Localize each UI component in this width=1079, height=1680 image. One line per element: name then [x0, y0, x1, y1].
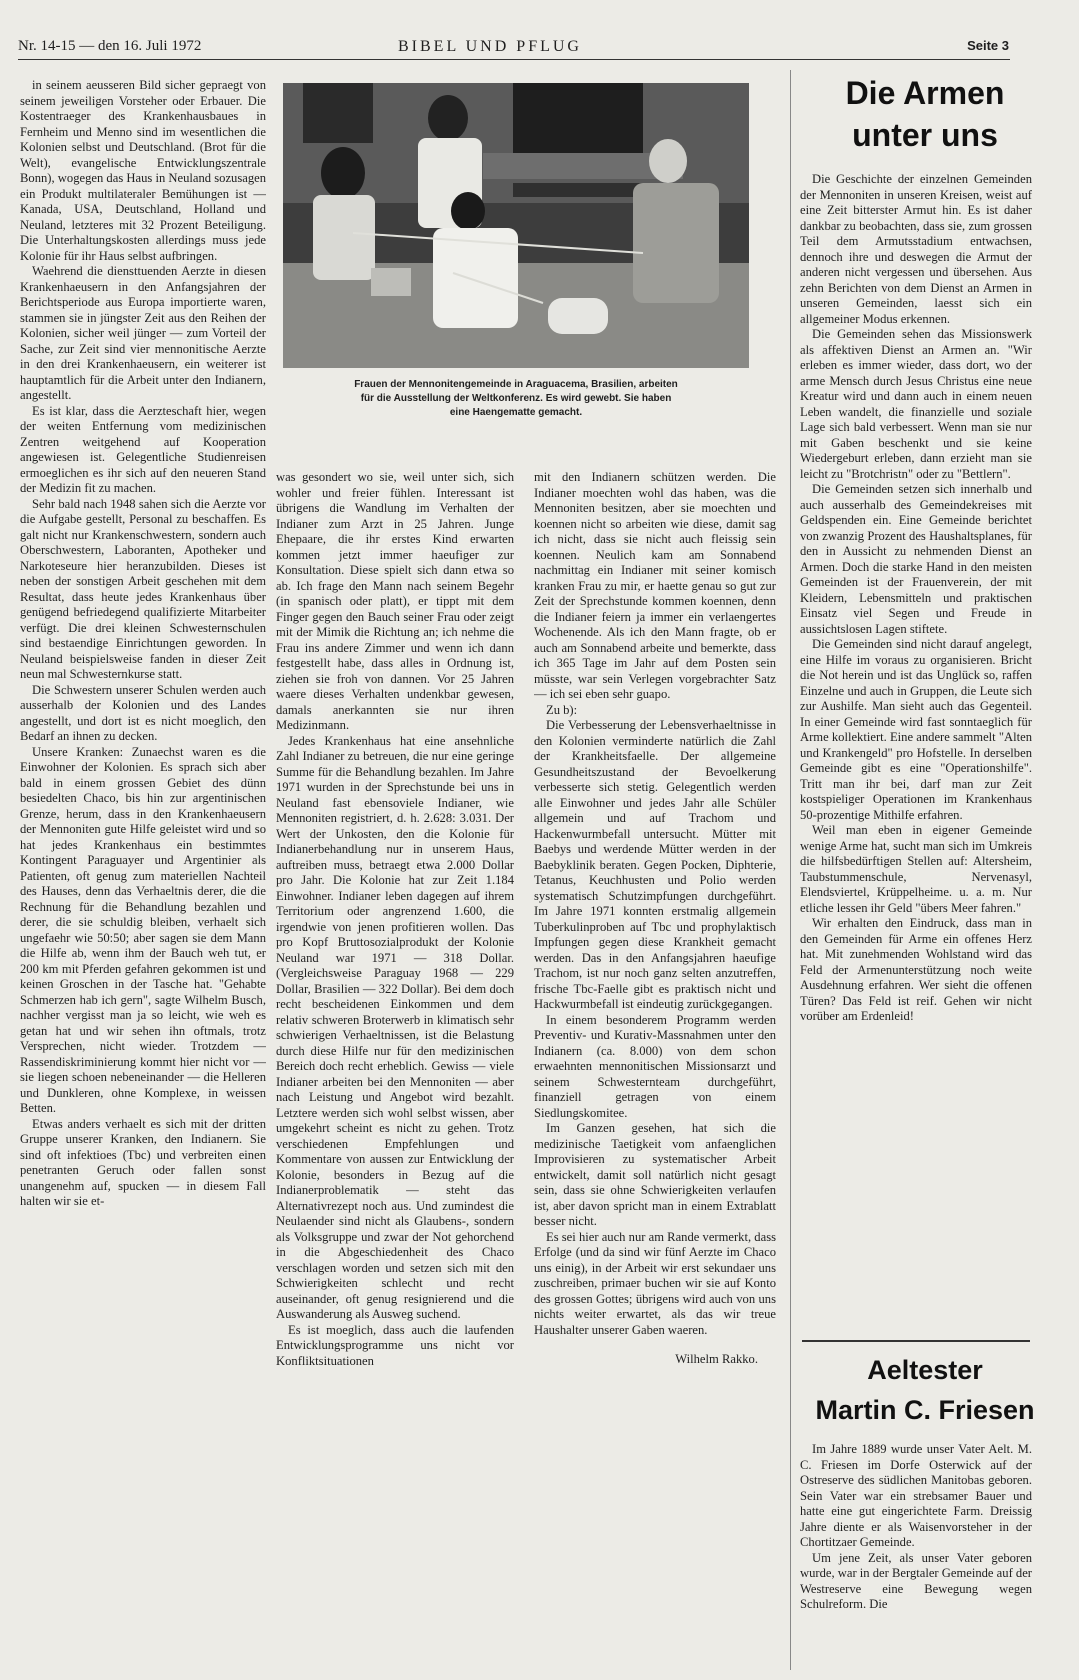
paragraph: Die Schwestern unserer Schulen werden auch ausserhalb der Kolonien und des Landes angestellt, und dort ist es nicht moeglich, den Bedarf an ihnen zu decken.	[20, 682, 266, 743]
article-die-armen	[800, 172, 1032, 1330]
paragraph: Die Gemeinden sind nicht darauf angelegt, eine Hilfe im voraus zu organisieren. Bricht die Not herein und ist das Unglück so, raffen Einzelne und auch in Gruppen, die Leute sich zur Aushilfe. Man sieht auch das Gegenteil. In einer Gemeinde wird fast sonntaeglich für Arme kollektiert. Eine andere sammelt "Alten und Krankengeld" pro Hofstelle. In derselben Gemeinde gibt es eine "Operationshilfe". Tritt man ihr bei, darf man zur Zeit kostspieliger Operationen im Krankenhaus 50-prozentige Mithilfe erfahren.	[800, 637, 1032, 822]
paragraph: In einem besonderem Programm werden Preventiv- und Kurativ-Massnahmen unter den Indianern (ca. 8.000) von dem schon erwaehnten mennonitischen Missionsarzt und seinem Schwesternteam durchgeführt, finanziell getragen von einem Siedlungskomitee.	[534, 1012, 776, 1120]
column-divider	[790, 70, 791, 1670]
paragraph: Die Gemeinden sehen das Missionswerk als affektiven Dienst an Armen an. "Wir erleben es immer wieder, dass dort, wo der arme Mensch durch Jesus Christus eine neue Kreatur wird und dann auch in einem neuen Leben wandelt, die finanzielle und soziale Lage sich bald verbessert. Wenn man sie nur mit Gaben beschenkt und sie keine Wiedergeburt erleben, dann erzieht man sie leicht zu "Brotchristn" oder zu "Bettlern".	[800, 327, 1032, 481]
paragraph: mit den Indianern schützen werden. Die Indianer moechten wohl das haben, was die Mennoniten besitzen, aber sie moechten und koennen nicht so arbeiten wie diese, damit sag ich nicht, dass sie nicht auch fleissig sein koennen. Neulich kam am Sonnabend nachmittag ein Indianer mit seiner komisch kranken Frau zu mir, er haette genau so gut zur Zeit der Sprechstunde kommen koennen, denn die Indianer feiern ja immer ein verlaengertes Wochenende. Als ich den Mann fragte, ob er auch am Sonnabend arbeite und bemerkte, dass ich 365 Tage im Jahr auf dem Posten sein müsste, war sein Verlegen vorgebrachter Satz — ich sei eben sehr guapo.	[534, 470, 776, 701]
paragraph: Es ist moeglich, dass auch die laufenden Entwicklungsprogramme uns nicht vor Konfliktsituationen	[276, 1322, 514, 1368]
article-column-2	[276, 470, 514, 1674]
paragraph: Sehr bald nach 1948 sahen sich die Aerzte vor die Aufgabe gestellt, Personal zu beschaffen. Es galt nicht nur Krankenschwestern, sondern auch Oberschwestern, Laboranten, Apotheker und Narkoteseure hier heranzubilden. Dieses ist neben der sonstigen Arbeit geschehen mit dem Resultat, dass heute jedes Krankenhaus über genügend befriedegend qualifizierte Mitarbeiter verfügt. Die drei kleinen Schwesternschulen sind bestaendige Einrichtungen geworden. In Neuland beispielsweise fanden in dieser Zeit neun mal Schwesternkurse statt.	[20, 496, 266, 681]
page-header	[18, 38, 1009, 60]
header-rule	[18, 59, 1010, 60]
paragraph: Es sei hier auch nur am Rande vermerkt, dass Erfolge (und da sind wir fünf Aerzte im Chaco uns einig), in der Arbeit wir erst sekundaer uns zuschreiben, primaer buchen wir sie auf Konto des grossen Gottes; übrigens wird auch von uns nichts weiter erwartet, als das wir treue Haushalter unserer Gaben waeren.	[534, 1229, 776, 1337]
publication-title: BIBEL UND PFLUG	[398, 38, 582, 55]
news-photo	[283, 83, 749, 368]
paragraph: Wir erhalten den Eindruck, dass man in den Gemeinden für Arme ein offenes Herz hat. Mit zunehmenden Wohlstand wird das Feld der Armenunterstützung noch weite Ausdehnung erfahren. Wer sieht die offenen Türen? Das Feld ist reif. Gehen wir nicht vorüber am Erdenleid!	[800, 916, 1032, 1023]
caption-line: eine Haengematte gemacht.	[449, 407, 583, 418]
author-signature: Wilhelm Rakko.	[675, 1352, 758, 1366]
headline-line: Die Armen	[845, 75, 1005, 111]
article-friesen	[800, 1442, 1032, 1674]
headline-line: unter uns	[852, 117, 998, 153]
photo-caption	[290, 378, 742, 420]
headline-die-armen	[800, 72, 1050, 156]
paragraph: Weil man eben in eigener Gemeinde wenige Arme hat, sucht man sich im Umkreis die hilfsbedürftigen Stellen auf: Altersheim, Taubstummenschule, Nervenasyl, Elendsviertel, Krüppelheime. u. a. m. Nur etliche lessen ihr Geld "übers Meer fahren."	[800, 823, 1032, 915]
paragraph: Im Jahre 1889 wurde unser Vater Aelt. M. C. Friesen im Dorfe Osterwick auf der Ostreserve des südlichen Manitobas geboren. Sein Vater war ein strebsamer Bauer und hatte eine gut eingerichtete Farm. Dreissig Jahre diente er als Waisenvorsteher in der Chortitzaer Gemeinde.	[800, 1442, 1032, 1549]
paragraph: Im Ganzen gesehen, hat sich die medizinische Taetigkeit vom anfaenglichen Improvisieren zu systematischer Arbeit entwickelt, damit soll natürlich nicht gesagt sein, dass sie ohne Schwierigkeiten verlaufen ist, aber davon spricht man in einem Extrablatt besser nicht.	[534, 1121, 776, 1228]
paragraph: in seinem aeusseren Bild sicher gepraegt von seinem jeweiligen Vorsteher oder Erbauer. Die Kostentraeger des Krankenhausbaues in Fernheim und Menno sind im wesentlichen die Kolonien selbst und Deutschland. (Brot für die Welt), evangelische Entwicklungszentrale Bonn), wogegen das Haus in Neuland sozusagen ein Produkt multilateraler Bemühungen ist — Kanada, USA, Deutschland, Holland und Neuland, letzteres mit 32 Prozent Beteiligung. Die Unterhaltungskosten allerdings muss jede Kolonie für ihr Haus selbst aufbringen.	[20, 78, 266, 263]
section-rule	[802, 1340, 1030, 1342]
paragraph: Die Gemeinden setzen sich innerhalb und auch ausserhalb des Gemeindekreises mit Geldspenden ein. Eine Gemeinde berichtet von zwanzig Prozent des Haushaltsplanes, für den in Aussicht zu nehmenden Dienst an Armen. Doch die starke Hand in den meisten Gemeinden ist der Frauenverein, der mit Kleidern, Lebensmitteln und praktischen Einsatz viel Segen und Freude in aussichtslosen Lagen stiftete.	[800, 482, 1032, 636]
article-column-3	[534, 470, 776, 1674]
paragraph: Es ist klar, dass die Aerzteschaft hier, wegen der weiten Entfernung vom medizinischen Zentren weitgehend auf Kooperation angewiesen ist. Gelegentliche Studienreisen ermoeglichen es ihr sich auf den neueren Stand der Medizin fit zu machen.	[20, 403, 266, 495]
paragraph: Die Geschichte der einzelnen Gemeinden der Mennoniten in unseren Kreisen, weist auf eine Zeit bitterster Armut hin. Es ist daher dankbar zu beobachten, dass sie, zum grossen Teil dem Armutsstadium entwachsen, dennoch ihre und deswegen die Armut der anderen nicht vergessen und übersehen. Aus zehn Berichten von dem Dienst an Armen in unseren Gemeinden, laesst sich ein allgemeiner Modus erkennen.	[800, 172, 1032, 326]
headline-friesen	[800, 1350, 1050, 1430]
page-number: Seite 3	[967, 38, 1009, 53]
headline-line: Aeltester	[867, 1355, 983, 1385]
paragraph: Die Verbesserung der Lebensverhaeltnisse in den Kolonien verminderte natürlich die Zahl der Krankheitsfaelle. Der allgemeine Gesundheitszustand der Bevoelkerung verbesserte sich stetig. Gelegentlich werden alle Einwohner und jedes Jahr alle Schüler allgemein und auf Trachom und Hackenwurmbefall untersucht. Mütter mit Baebys und werdende Mütter werden in der Baebyklinik beraten. Gegen Pocken, Diphterie, Tetanus, Keuchhusten und Polio werden systematisch Schutzimpfungen durchgeführt. Im Jahre 1971 konnten erstmalig allgemein Tuberkulinproben auf Tbc und prophylaktisch Impfungen gegen diese Krankheit gemacht werden. Das in den Anfangsjahren haeufige Trachom, ist nur noch ganz selten anzutreffen, frische Tbc-Faelle gibt es praktisch nicht und Hackwurmbefall ist eindeutig zurückgegangen.	[534, 718, 776, 1011]
photo-women-weaving	[283, 83, 749, 368]
paragraph: Jedes Krankenhaus hat eine ansehnliche Zahl Indianer zu betreuen, die nur eine geringe Summe für die Behandlung bezahlen. Im Jahre 1971 wurden in der Sprechstunde bei uns in Neuland fast ebensoviele Indianer, wie Mennoniten registriert, d. h. 2.628: 3.031. Der Wert der Unkosten, den die Kolonie für Indianerbehandlung nur in unserem Haus, auftreiben muss, betraegt etwa 2.000 Dollar pro Jahr. Die Kolonie hat zur Zeit 1.184 Einwohner. Indianer leben dagegen auf ihrem Territorium oder angrenzend 1.600, die irgendwie von jenen profitieren wollen. Das pro Kopf Bruttosozialprodukt der Kolonie Neuland war 1971 — 318 Dollar. (Vergleichsweise Paraguay 1968 — 229 Dollar, Brasilien — 322 Dollar). Bei dem doch recht bescheidenen Einkommen und dem relativ schweren Broterwerb in klimatisch sehr schwierigen Verhaeltnissen, ist die Belastung durch diese Hilfe nur für den medizinischen Bereich doch recht erheblich. Gewiss — viele Indianer arbeiten bei den Mennoniten — aber nach Leistung und Angebot wird bezahlt. Letztere werden sich wohl selbst wissen, aber umgekehrt scheint es nicht zu gehen. Trotz verschiedenen Empfehlungen und Kommentare von aussen zur Entwicklung der Kolonie, besonders in Bezug auf die Indianerproblematik — steht das Alternativrezept noch aus. Und zumindest die Neulaender sind nicht als Glaubens-, sondern als Volksgruppe und zwar der Not gehorchend in die Abgeschiedenheit des Chaco verschlagen worden und setzen sich mit den Schwierigkeiten schlecht und recht auseinander, oft genug resignierend und die Auswanderung als Ausweg suchend.	[276, 733, 514, 1321]
paragraph: Unsere Kranken: Zunaechst waren es die Einwohner der Kolonien. Es sprach sich aber bald in einem grossen Gebiet des dünn besiedelten Chaco, bis hin zur argentinischen Grenze, herum, dass in den Krankenhaeusern der Mennoniten gute Hilfe geleistet wird und so hat jedes Krankenhaus ein bestimmtes Kontingent Paraguayer und Argentinier als Patienten, oft genug zum materiellen Nachteil des Hauses, denn das Verhaeltnis derer, die die Rechnung für die Behandlung bezahlen und derer, die sie schuldig bleiben, verhaelt sich ungefaehr wie 50:50; aber sagen sie dem Mann die Hilfe ab, wenn ihm der Bauch weh tut, er 200 km mit Pferden gefahren gekommen ist und keinen Groschen in der Tasche hat. "Gehabte Schmerzen hab ich gern", sagte Wilhelm Busch, nachher vergisst man ja so leicht, wie weh es getan hat und wir sehen ihn oftmals, trotz Versprechen, nicht wieder. Trotzdem — Rassendiskriminierung kommt hier nicht vor — sie liegen schoen nebeneinander — die Helleren und Dunkleren, ohne Komplexe, in weissen Betten.	[20, 744, 266, 1115]
caption-line: für die Ausstellung der Weltkonferenz. Es wird gewebt. Sie haben	[360, 393, 672, 404]
article-column-1	[20, 78, 266, 1674]
paragraph: Etwas anders verhaelt es sich mit der dritten Gruppe unserer Kranken, den Indianern. Sie sind oft infektioes (Tbc) und verbreiten einen penetranten Geruch oder fallen sonst unangenehm auf, spucken — in diesem Fall halten wir sie et-	[20, 1116, 266, 1208]
section-marker: Zu b):	[546, 702, 578, 717]
paragraph: Um jene Zeit, als unser Vater geboren wurde, war in der Bergtaler Gemeinde auf der Westreserve eine Bewegung wegen Schulreform. Die	[800, 1550, 1032, 1611]
headline-line: Martin C. Friesen	[815, 1395, 1035, 1425]
caption-line: Frauen der Mennonitengemeinde in Araguacema, Brasilien, arbeiten	[354, 379, 678, 390]
paragraph: was gesondert wo sie, weil unter sich, sich wohler und freier fühlen. Interessant ist übrigens die Wandlung im Verhalten der Indianer zum Arzt in 25 Jahren. Junge Ehepaare, die ihr erstes Kind erwarten kommen jetzt immer haeufiger zur Konsultation. Diese spielt sich dann etwa so ab. Ich frage den Mann nach seinem Begehr (in spanisch oder platt), er tippt mit dem Finger gegen den Bauch seiner Frau oder zeigt mit der Mimik die Richtung an; ich nehme die Frau ins andere Zimmer und wenn ich dann festgestellt habe, dass alles in Ordnung ist, ziehen sie froh von dannen. Vor 25 Jahren waere dieses Verhalten undenkbar gewesen, damals anerkannten sie nur ihren Medizinmann.	[276, 470, 514, 732]
paragraph: Waehrend die diensttuenden Aerzte in diesen Krankenhaeusern in den Anfangsjahren der Berichtsperiode aus Europa importierte waren, stammen sie in jüngster Zeit aus den Reihen der Kolonien, sicher weil jünger — zum Vorteil der Sache, zur Zeit sind vier mennonitische Aerzte in den drei Krankenhaeusern, ein weiterer ist hauptamtlich für die Arbeit unter den Indianern, angestellt.	[20, 264, 266, 402]
issue-date: Nr. 14-15 — den 16. Juli 1972	[18, 38, 202, 54]
